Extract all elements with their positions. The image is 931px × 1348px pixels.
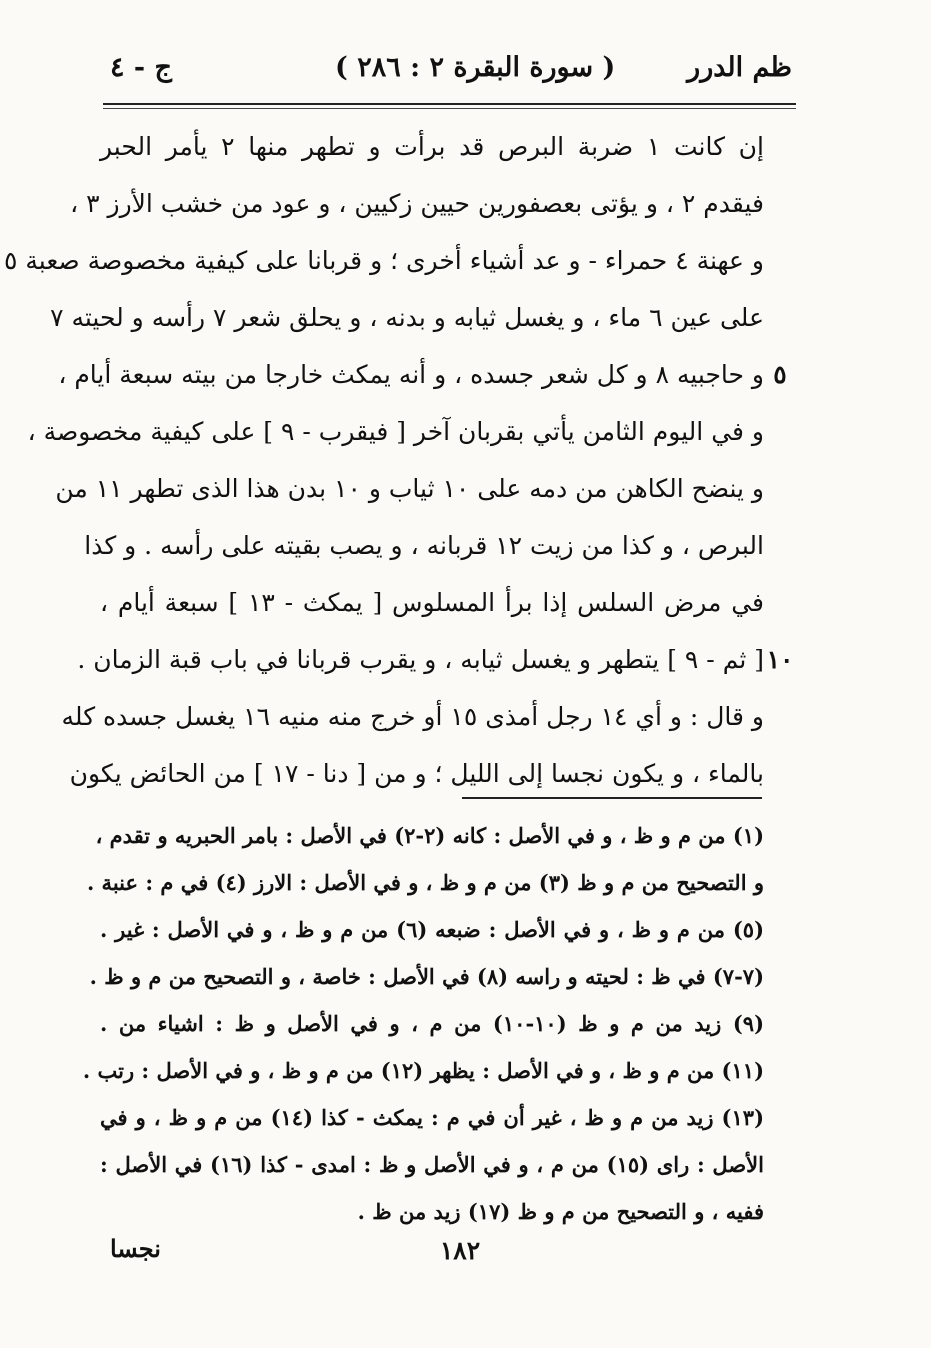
main-text — [4, 118, 764, 802]
text-line: و قال : و أي ١٤ رجل أمذى ١٥ أو خرج منه منيه ١٦ يغسل جسده كله — [61, 702, 764, 731]
page-number: ١٨٢ — [439, 1236, 481, 1265]
line-number: ١٠ — [766, 645, 794, 674]
text-line: و عهنة ٤ حمراء - و عد أشياء أخرى ؛ و قربانا على كيفية مخصوصة صعبة ٥ — [4, 246, 764, 275]
text-line: [ ثم - ٩ ] يتطهر و يغسل ثيابه ، و يقرب قربانا في باب قبة الزمان . — [77, 645, 764, 674]
catchword: نجسا — [110, 1234, 161, 1263]
footnote-line: (١) من م و ظ ، و في الأصل : كانه (٢-٢) في الأصل : بامر الحبريه و تقدم ، — [95, 823, 764, 848]
text-line: البرص ، و كذا من زيت ١٢ قربانه ، و يصب بقيته على رأسه . و كذا — [84, 531, 764, 560]
text-line: و حاجبيه ٨ و كل شعر جسده ، و أنه يمكث خارجا من بيته سبعة أيام ، — [58, 360, 764, 389]
running-header — [110, 52, 800, 94]
footnote-line: و التصحيح من م و ظ (٣) من م و ظ ، و في الأصل : الارز (٤) في م : عنبة . — [86, 870, 764, 895]
footnote-line: (٩) زيد من م و ظ (١٠-١٠) من م ، و في الأصل و ظ : اشياء من . — [100, 1011, 765, 1036]
volume-label: ج - ٤ — [110, 52, 172, 83]
footnote-separator — [462, 797, 762, 799]
header-rule-thin — [103, 108, 796, 109]
footnote-line: (١١) من م و ظ ، و في الأصل : يظهر (١٢) من م و ظ ، و في الأصل : رتب . — [82, 1058, 764, 1083]
footnote-line: الأصل : راى (١٥) من م ، و في الأصل و ظ : امدى - كذا (١٦) في الأصل : — [100, 1152, 764, 1177]
text-line: إن كانت ١ ضربة البرص قد برأت و تطهر منها ٢ يأمر الحبر — [100, 132, 764, 161]
text-line: على عين ٦ ماء ، و يغسل ثيابه و بدنه ، و يحلق شعر ٧ رأسه و لحيته ٧ — [50, 303, 764, 332]
footnote-line: ففيه ، و التصحيح من م و ظ (١٧) زيد من ظ . — [357, 1199, 764, 1224]
footnote-line: (١٣) زيد من م و ظ ، غير أن في م : يمكث - كذا (١٤) من م و ظ ، و في — [100, 1105, 764, 1130]
footnote-line: (٥) من م و ظ ، و في الأصل : ضبعه (٦) من م و ظ ، و في الأصل : غير . — [100, 917, 764, 942]
text-line: في مرض السلس إذا برأ المسلوس [ يمكث - ١٣ ] سبعة أيام ، — [100, 588, 764, 617]
text-line: بالماء ، و يكون نجسا إلى الليل ؛ و من [ دنا - ١٧ ] من الحائض يكون — [69, 759, 764, 788]
surah-reference: ( سورة البقرة ٢ : ٢٨٦ ) — [335, 52, 616, 83]
text-line: فيقدم ٢ ، و يؤتى بعصفورين حيين زكيين ، و عود من خشب الأرز ٣ ، — [70, 189, 764, 218]
header-rule — [103, 103, 796, 105]
text-line: و في اليوم الثامن يأتي بقربان آخر [ فيقرب - ٩ ] على كيفية مخصوصة ، — [27, 417, 764, 446]
footnote-line: (٧-٧) في ظ : لحيته و راسه (٨) في الأصل : خاصة ، و التصحيح من م و ظ . — [89, 964, 764, 989]
text-line: و ينضح الكاهن من دمه على ١٠ ثياب و ١٠ بدن هذا الذى تطهر ١١ من — [55, 474, 764, 503]
book-title: ظم الدرر — [687, 52, 792, 83]
footnotes — [82, 812, 765, 1235]
line-number: ٥ — [773, 360, 787, 389]
